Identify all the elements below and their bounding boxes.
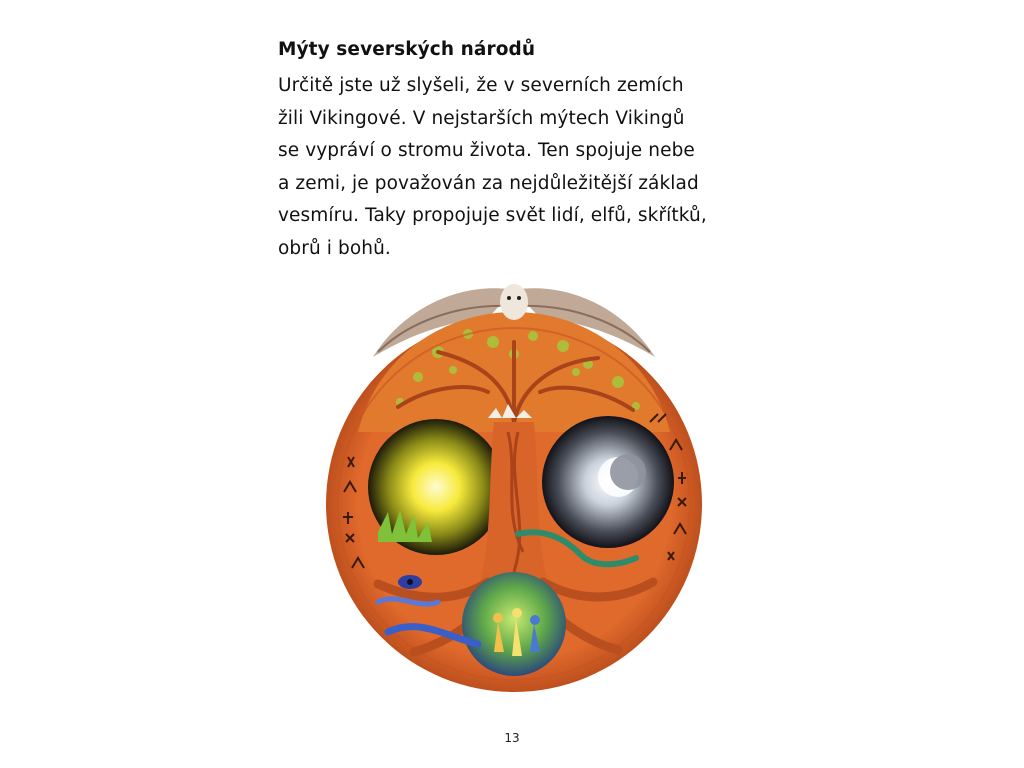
- world-tree-painting: [318, 272, 710, 696]
- eagle-head: [500, 284, 528, 320]
- text-block: [278, 38, 738, 265]
- body-line: žili Vikingové. V nejstarších mýtech Vikingů: [278, 107, 685, 129]
- body-line: vesmíru. Taky propojuje svět lidí, elfů, skřítků,: [278, 205, 707, 226]
- world-tree-illustration: [318, 272, 710, 696]
- body-line: Určitě jste už slyšeli, že v severních zemích: [278, 75, 684, 96]
- body-line: obrů i bohů.: [278, 237, 391, 259]
- body-line: a zemi, je považován za nejdůležitější základ: [278, 172, 699, 194]
- body-line: se vypráví o stromu života. Ten spojuje nebe: [278, 140, 695, 161]
- earth-realm: [462, 572, 566, 676]
- section-heading: Mýty severských národů: [278, 39, 536, 60]
- page-number: 13: [504, 731, 520, 745]
